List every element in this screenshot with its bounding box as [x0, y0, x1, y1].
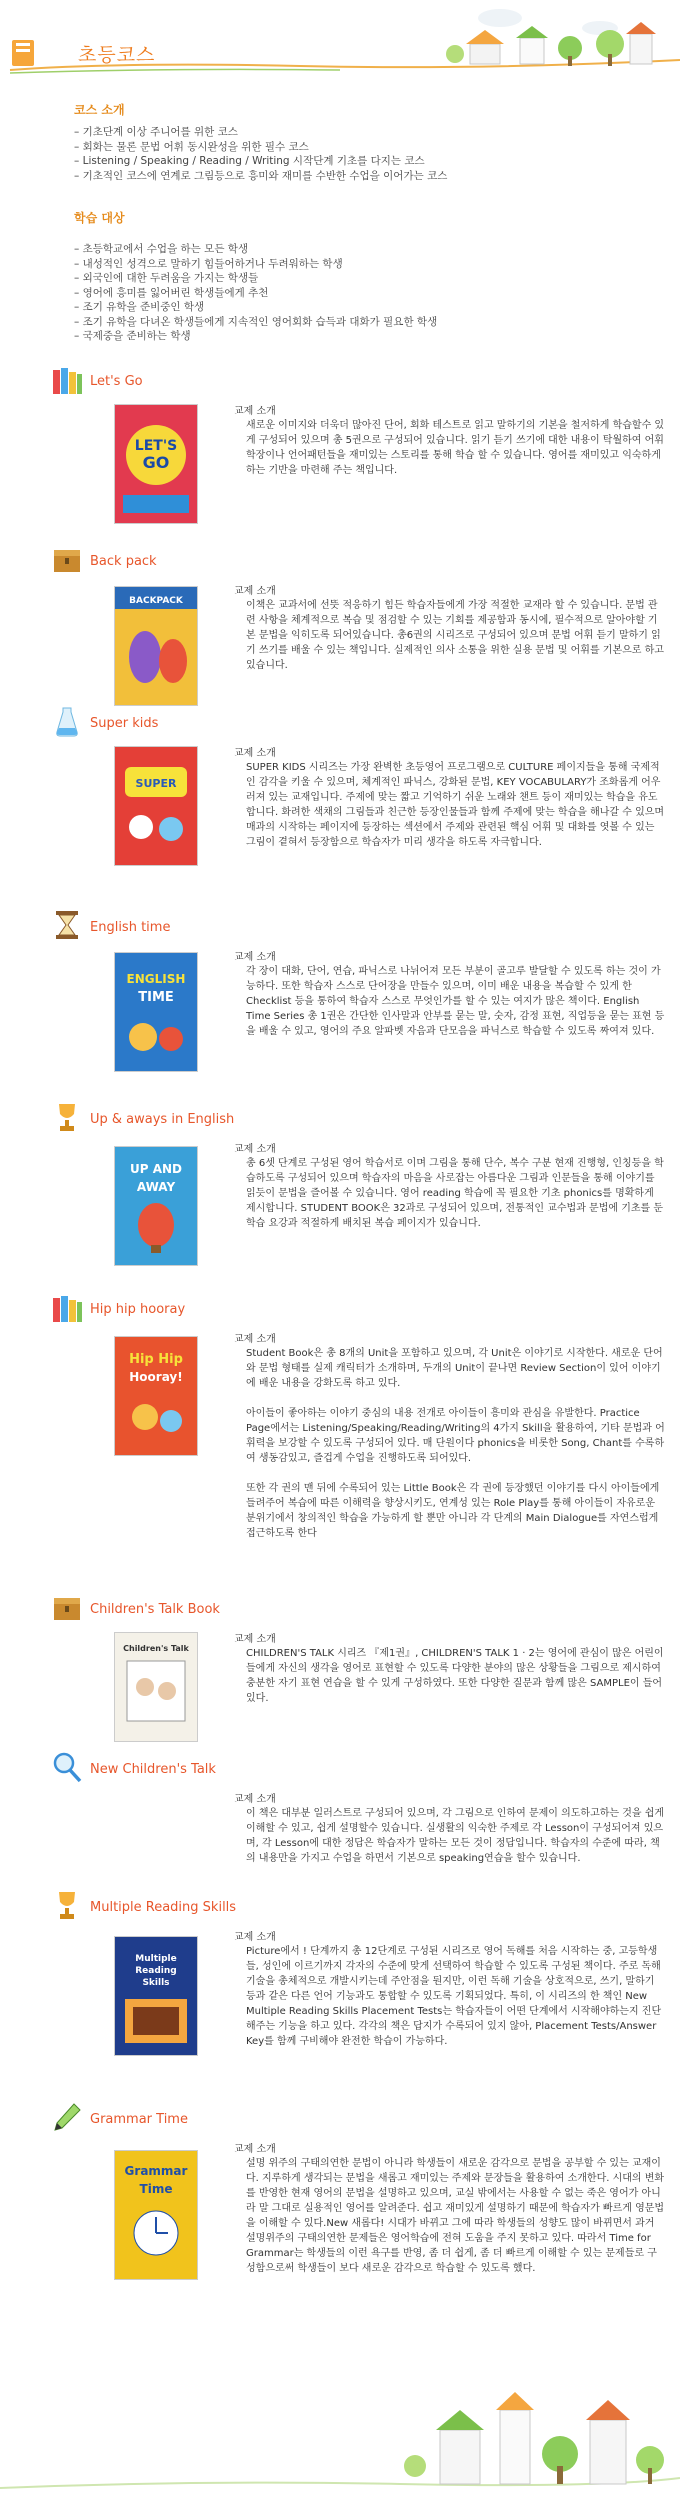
book-cover — [114, 2150, 198, 2280]
book-title: New Children's Talk — [90, 1762, 216, 1777]
page-title: 초등코스 — [78, 44, 156, 66]
material-label: 교제 소개 — [234, 1932, 276, 1943]
svg-text:AWAY: AWAY — [136, 1180, 176, 1194]
material-label: 교제 소개 — [234, 2144, 276, 2155]
course-intro-list — [74, 125, 447, 183]
book-chest-icon — [50, 1590, 84, 1624]
book-cover — [114, 1936, 198, 2056]
book-cover — [114, 1336, 198, 1456]
book-description: CHILDREN'S TALK 시리즈 『제1권』, CHILDREN'S TALK 1 · 2는 영어에 관심이 많은 어린이들에게 자신의 생각을 영어로 표현할 수 있도록 다양한 분야의 많은 상황들을 그림으로 제시하여 충분한 자기 표현 연습을 할 수 있게 구성하였다. 또한 다양한 질문과 함께 많은 SAMPLE이 들어 있다. — [246, 1648, 664, 1704]
svg-text:BACKPACK: BACKPACK — [129, 596, 183, 606]
svg-text:Reading: Reading — [135, 1966, 177, 1976]
course-intro-heading: 코스 소개 — [74, 103, 125, 117]
magnifier-icon — [50, 1750, 84, 1784]
material-label: 교제 소개 — [234, 1334, 276, 1345]
footer-illustration — [0, 2370, 680, 2500]
book-title: Children's Talk Book — [90, 1602, 220, 1617]
book-cover — [114, 586, 198, 706]
svg-text:ENGLISH: ENGLISH — [126, 972, 186, 986]
book-title: Hip hip hooray — [90, 1302, 186, 1317]
material-label: 교제 소개 — [234, 1634, 276, 1645]
svg-text:Hip Hip: Hip Hip — [129, 1352, 183, 1367]
target-heading: 학습 대상 — [74, 211, 125, 225]
list-item: – Listening / Speaking / Reading / Writing 시작단계 기초를 다지는 코스 — [74, 154, 447, 169]
svg-text:LET'S: LET'S — [134, 438, 178, 454]
book-title: Super kids — [90, 716, 159, 731]
svg-text:Hooray!: Hooray! — [129, 1370, 183, 1384]
book-chest-icon — [50, 542, 84, 576]
trophy-icon — [50, 1888, 84, 1922]
book-description: SUPER KIDS 시리즈는 가장 완벽한 초등영어 프로그램으로 CULTURE 페이지들을 통해 국제적인 감각을 키울 수 있으며, 체계적인 파닉스, 강화된 문법, KEY VOCABULARY가 조화롭게 어우러져 있는 교재입니다. 주제에 맞는 짧고 기억하기 쉬운 노래와 챈트 등이 재미있는 학습을 유도 합니다. 화려한 색채의 그림들과 친근한 등장인물들과 함께 주제에 맞는 학습을 해나갈 수 있으며 매과의 시작하는 페이지에 등장하는 섹션에서 주제와 관련된 핵심 어휘 및 대화를 엿볼 수 있는 그림이 곁혀서 등장함으로 학습자가 미리 생각을 하도록 자극합니다. — [246, 762, 665, 848]
trophy-icon — [50, 1100, 84, 1134]
hourglass-icon — [50, 908, 84, 942]
list-item: – 내성적인 성격으로 말하기 힘들어하거나 두려워하는 학생 — [74, 257, 437, 272]
book-description: 새로운 이미지와 더욱더 많아진 단어, 회화 테스트로 읽고 말하기의 기본을 철저하게 학습할수 있게 구성되어 있으며 총 5권으로 구성되어 있습니다. 읽기 듣기 쓰기에 대한 내용이 탁월하여 어휘학장이나 언어패턴들을 재미있는 스토리를 통해 학습 할 수 있습니다. 영어를 재미있고 익숙하게 하는 기반을 마련해 주는 책입니다. — [246, 420, 665, 476]
material-label: 교제 소개 — [234, 586, 276, 597]
list-item: – 외국인에 대한 두려움을 가지는 학생들 — [74, 271, 437, 286]
svg-text:TIME: TIME — [138, 990, 174, 1005]
book-cover — [114, 746, 198, 866]
books-stack-icon — [50, 362, 84, 396]
book-cover — [114, 952, 198, 1072]
material-label: 교제 소개 — [234, 1144, 276, 1155]
book-title: Grammar Time — [90, 2112, 188, 2127]
book-title: Up & aways in English — [90, 1112, 235, 1127]
book-title: Let's Go — [90, 374, 143, 389]
book-description: 이 책은 대부분 일러스트로 구성되어 있으며, 각 그림으로 인하여 문제이 의도하고하는 것을 쉽게 이해할 수 있고, 쉽게 설명할수 있습니다. 실생활의 익숙한 주제로 각 Lesson이 구성되어져 있으며, 각 Lesson에 대한 정답은 학습자가 말하는 모든 것이 정답입니다. 학습자의 수준에 따라, 책의 내용만을 가지고 수업을 하면서 기본으로 speaking연습을 할수 있습니다. — [246, 1808, 665, 1864]
list-item: – 조기 유학을 준비중인 학생 — [74, 300, 437, 315]
svg-text:SUPER: SUPER — [135, 777, 177, 790]
material-label: 교제 소개 — [234, 952, 276, 963]
svg-text:Skills: Skills — [142, 1978, 170, 1988]
test-tube-icon — [50, 704, 84, 738]
svg-text:Grammar: Grammar — [124, 2164, 188, 2178]
svg-text:GO: GO — [142, 453, 170, 472]
page-header — [0, 0, 680, 80]
svg-text:Multiple: Multiple — [135, 1954, 177, 1964]
list-item: – 기초단계 이상 주니어를 위한 코스 — [74, 125, 447, 140]
book-title: Back pack — [90, 554, 157, 569]
book-cover — [114, 404, 198, 524]
list-item: – 영어에 흥미를 잃어버린 학생들에게 추천 — [74, 286, 437, 301]
book-description: 이책은 교과서에 선뜻 적응하기 힘든 학습자들에게 가장 적절한 교재라 할 수 있습니다. 문법 관련 사항을 체계적으로 복습 및 점검할 수 있는 기회를 제공함과 동시에, 필수적으로 알아야할 기본 문법을 익히도록 되어있습니다. 총6권의 시리즈로 구성되어 있으며 문법 어휘 듣기 말하기 읽기 쓰기를 배울 수 있는 책입니다. 실제적인 의사 소통을 위한 실용 문법 및 어휘를 기본으로 하고 있습니다. — [246, 600, 664, 671]
books-stack-icon — [50, 1290, 84, 1324]
book-title: English time — [90, 920, 171, 935]
list-item: – 기초적인 코스에 연계로 그림등으로 흥미와 재미를 수반한 수업을 이어가는 코스 — [74, 169, 447, 184]
pen-icon — [50, 2100, 84, 2134]
svg-text:Time: Time — [139, 2182, 173, 2196]
book-description: Picture에서 ! 단계까지 총 12단계로 구성된 시리즈로 영어 독해를 처음 시작하는 중, 고등학생들, 성인에 이르기까지 각자의 수준에 맞게 선택하여 학습할 수 있도록 구성된 책이다. 주로 독해 기술을 총체적으로 개발시키는데 주안점을 둰지만, 이런 독해 기술을 상호적으로, 쓰기, 말하기 등과 같은 다른 언어 기능과도 통합할 수 있도록 기획되었다. 특히, 이 시리즈의 한 책인 New Multiple Reading Skills Placement Tests는 학습자들이 어떤 단계에서 시작해야하는지 진단해주는 기능을 하고 있다. 각각의 책은 답지가 수록되어 있지 않아, Placement Tests/Answer Key를 함께 구비해야 완전한 학습이 가능하다. — [246, 1946, 662, 2047]
svg-text:UP AND: UP AND — [129, 1162, 183, 1176]
book-description: 총 6셋 단계로 구성된 영어 학습서로 이며 그림을 통해 단수, 복수 구분 현재 진행형, 인칭등을 학습하도록 구성되어 있으며 학습자의 마음을 사로잡는 아름다운 그림과 인문들을 통해 이야기를 읽듯이 문법을 즐어볼 수 있습니다. 영어 reading 학습에 꼭 필요한 기초 phonics를 명확하게 제시합니다. STUDENT BOOK은 32과로 구성되어 있으며, 전통적인 교수법과 문법에 기초를 둔 학습 요강과 적절하게 배치된 복습 페이지가 있습니다. — [246, 1158, 664, 1229]
target-list — [74, 242, 437, 344]
book-title: Multiple Reading Skills — [90, 1900, 237, 1915]
book-description: 각 장이 대화, 단어, 연습, 파닉스로 나뉘어져 모든 부분이 골고루 발달할 수 있도록 하는 것이 가능하다. 또한 학습자 스스로 단어장을 만들수 있으며, 이미 배운 내용을 복습할 수 있게 한 Checklist 등을 통하여 학습자 스스로 무엇인가를 할 수 있는 여지가 많은 책이다. English Time Series 총 1권은 간단한 인사말과 안부를 묻는 말, 숫자, 감정 표현, 직업등을 묻는 표현 등을 배울 수 있고, 영어의 주요 알파벳 자음과 단모음을 파닉스로 학습할 수 있도록 짜여져 있다. — [246, 966, 665, 1037]
list-item: – 국제중을 준비하는 학생 — [74, 329, 437, 344]
material-label: 교제 소개 — [234, 406, 276, 417]
list-item: – 초등학교에서 수업을 하는 모든 학생 — [74, 242, 437, 257]
list-item: – 회화는 물론 문법 어휘 동시완성을 위한 필수 코스 — [74, 140, 447, 155]
material-label: 교제 소개 — [234, 1794, 276, 1805]
book-cover — [114, 1146, 198, 1266]
book-cover — [114, 1632, 198, 1742]
book-description: Student Book은 총 8개의 Unit을 포함하고 있으며, 각 Unit은 이야기로 시작한다. 새로운 단어와 문법 형태를 실제 캐릭터가 소개하며, 두개의 Unit이 끝나면 Review Section이 있어 이야기에 배운 내용을 강화도록 하고 있다. 아이들이 좋아하는 이야기 중심의 내용 전개로 아이들이 흥미와 관심을 유발한다. Practice Page에서는 Listening/Speaking/Reading/Writing의 4가지 Skill을 활용하여, 기타 문법과 어휘력을 보강할 수 있도록 구성되어 있다. 매 단원이다 phonics을 비롯한 Song, Chant를 수록하여 생동감있고, 즐겁게 수업을 진행하도록 되어있다. 또한 각 권의 맨 뒤에 수록되어 있는 Little Book은 각 권에 등장했던 이야기를 다시 아이들에게 들려주어 복습에 따른 이해력을 향상시키도, 연계성 있는 Role Play를 통해 아이들이 자유로운 분위기에서 창의적인 학습을 가능하게 할 뿐만 아니라 각 단계의 Main Dialogue를 자연스럽게 접근하도록 한다 — [246, 1348, 665, 1539]
svg-text:Children's Talk: Children's Talk — [123, 1644, 189, 1653]
list-item: – 조기 유학을 다녀온 학생들에게 지속적인 영어회화 습득과 대화가 필요한 학생 — [74, 315, 437, 330]
material-label: 교제 소개 — [234, 748, 276, 759]
book-description: 설명 위주의 구태의연한 문법이 아니라 학생들이 새로운 감각으로 문법을 공부할 수 있는 교재이다. 지루하게 생각되는 문법을 새롭고 재미있는 주제와 문장들을 활용하여 소개한다. 시대의 변화를 반영한 현재 영어의 문법을 설명하고 있으며, 교실 밖에서는 사용할 수 없는 죽은 영어가 아니라 말 그대로 실용적인 영어를 알려준다. 쉽고 재미있게 설명하기 때문에 학습자가 빠르게 영문법을 이해할 수 있다.New 새롭다! 시대가 바뀌고 그에 따라 학생들의 성향도 많이 바뀌면서 과거 설명위주의 구태의연한 문제들은 영어학습에 전혀 도움을 주지 못하고 있다. 따라서 Time for Grammar는 학생들의 이런 욕구를 반영, 좀 더 쉽게, 좀 더 빠르게 이해할 수 있는 문제들로 구성함으로써 학생들이 보다 새로운 감각으로 학습할 수 있도록 했다. — [246, 2158, 665, 2274]
